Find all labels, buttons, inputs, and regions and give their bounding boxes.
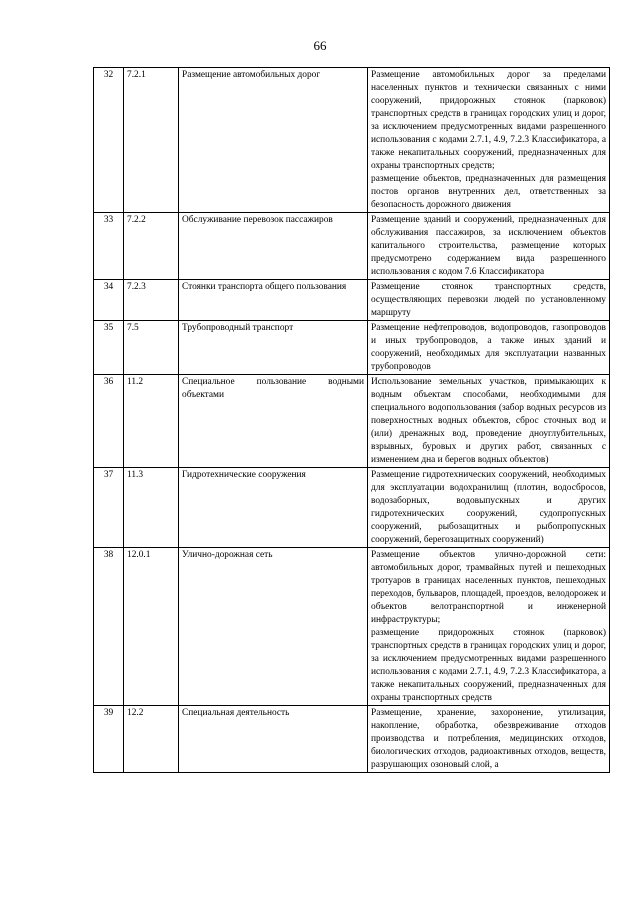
description-paragraph: Размещение автомобильных дорог за пределами населенных пунктов и технически связанных с ними сооружений, придорожных стоянок (парковок) транспортных средств в границах городских улиц и дорог, за исключением предусмотренных видами разрешенного использования с кодами 2.7.1, 4.9, 7.2.3 Классификатора, а также некапитальных сооружений, предназначенных для охраны транспортных средств; [371, 70, 606, 171]
row-number: 37 [94, 468, 124, 548]
use-name: Стоянки транспорта общего пользования [179, 280, 368, 321]
classifier-code: 11.3 [124, 468, 179, 548]
classifier-code: 7.2.2 [124, 213, 179, 280]
use-description [368, 68, 610, 213]
classifier-code: 7.2.3 [124, 280, 179, 321]
description-paragraph: Размещение стоянок транспортных средств, осуществляющих перевозки людей по установленному маршруту [371, 282, 606, 318]
table-row [94, 468, 610, 548]
use-description [368, 468, 610, 548]
table-row [94, 280, 610, 321]
use-description [368, 706, 610, 773]
table-row [94, 548, 610, 706]
use-name: Улично-дорожная сеть [179, 548, 368, 706]
row-number: 39 [94, 706, 124, 773]
row-number: 35 [94, 321, 124, 375]
row-number: 32 [94, 68, 124, 213]
description-paragraph: Размещение объектов улично-дорожной сети: автомобильных дорог, трамвайных путей и пешеходных тротуаров в границах населенных пунктов, пешеходных переходов, бульваров, площадей, проездов, велодорожек и объектов велотранспортной и инженерной инфраструктуры; [371, 550, 606, 625]
classifier-code: 11.2 [124, 375, 179, 468]
use-description [368, 321, 610, 375]
classifier-code: 12.2 [124, 706, 179, 773]
description-paragraph: Использование земельных участков, примыкающих к водным объектам способами, необходимыми для специального водопользования (забор водных ресурсов из поверхностных водных объектов, сброс сточных вод и (или) дренажных вод, проведение дноуглубительных, взрывных, буровых и других работ, связанных с изменением дна и берегов водных объектов) [371, 377, 606, 465]
classifier-code: 7.5 [124, 321, 179, 375]
description-paragraph: размещение придорожных стоянок (парковок) транспортных средств в границах городских улиц и дорог, за исключением предусмотренных видами разрешенного использования с кодами 2.7.1, 4.9, 7.2.3 Классификатора, а также некапитальных сооружений, предназначенных для охраны транспортных средств [371, 628, 606, 703]
classifier-code: 7.2.1 [124, 68, 179, 213]
table-row [94, 213, 610, 280]
description-paragraph: Размещение, хранение, захоронение, утилизация, накопление, обработка, обезвреживание отходов производства и потребления, медицинских отходов, биологических отходов, радиоактивных отходов, веществ, разрушающих озоновый слой, а [371, 708, 606, 770]
description-paragraph: Размещение гидротехнических сооружений, необходимых для эксплуатации водохранилищ (плотин, водосбросов, водозаборных, водовыпускных и других гидротехнических сооружений, судопропускных сооружений, рыбозащитных и рыбопропускных сооружений, берегозащитных сооружений) [371, 470, 606, 545]
use-name: Обслуживание перевозок пассажиров [179, 213, 368, 280]
row-number: 36 [94, 375, 124, 468]
use-name: Специальное пользование водными объектами [179, 375, 368, 468]
use-name: Трубопроводный транспорт [179, 321, 368, 375]
row-number: 34 [94, 280, 124, 321]
table-row [94, 706, 610, 773]
row-number: 33 [94, 213, 124, 280]
use-description [368, 213, 610, 280]
description-paragraph: Размещение зданий и сооружений, предназначенных для обслуживания пассажиров, за исключением объектов капитального строительства, размещение которых предусмотрено содержанием вида разрешенного использования с кодом 7.6 Классификатора [371, 215, 606, 277]
use-name: Специальная деятельность [179, 706, 368, 773]
description-paragraph: Размещение нефтепроводов, водопроводов, газопроводов и иных трубопроводов, а также иных зданий и сооружений, необходимых для эксплуатации названных трубопроводов [371, 323, 606, 372]
land-use-table [93, 67, 610, 773]
table-row [94, 321, 610, 375]
classifier-code: 12.0.1 [124, 548, 179, 706]
use-description [368, 548, 610, 706]
use-name: Гидротехнические сооружения [179, 468, 368, 548]
table-row [94, 375, 610, 468]
row-number: 38 [94, 548, 124, 706]
use-name: Размещение автомобильных дорог [179, 68, 368, 213]
page-number: 66 [313, 38, 327, 53]
use-description [368, 280, 610, 321]
use-description [368, 375, 610, 468]
table-row [94, 68, 610, 213]
description-paragraph: размещение объектов, предназначенных для размещения постов органов внутренних дел, ответственных за безопасность дорожного движения [371, 174, 606, 210]
